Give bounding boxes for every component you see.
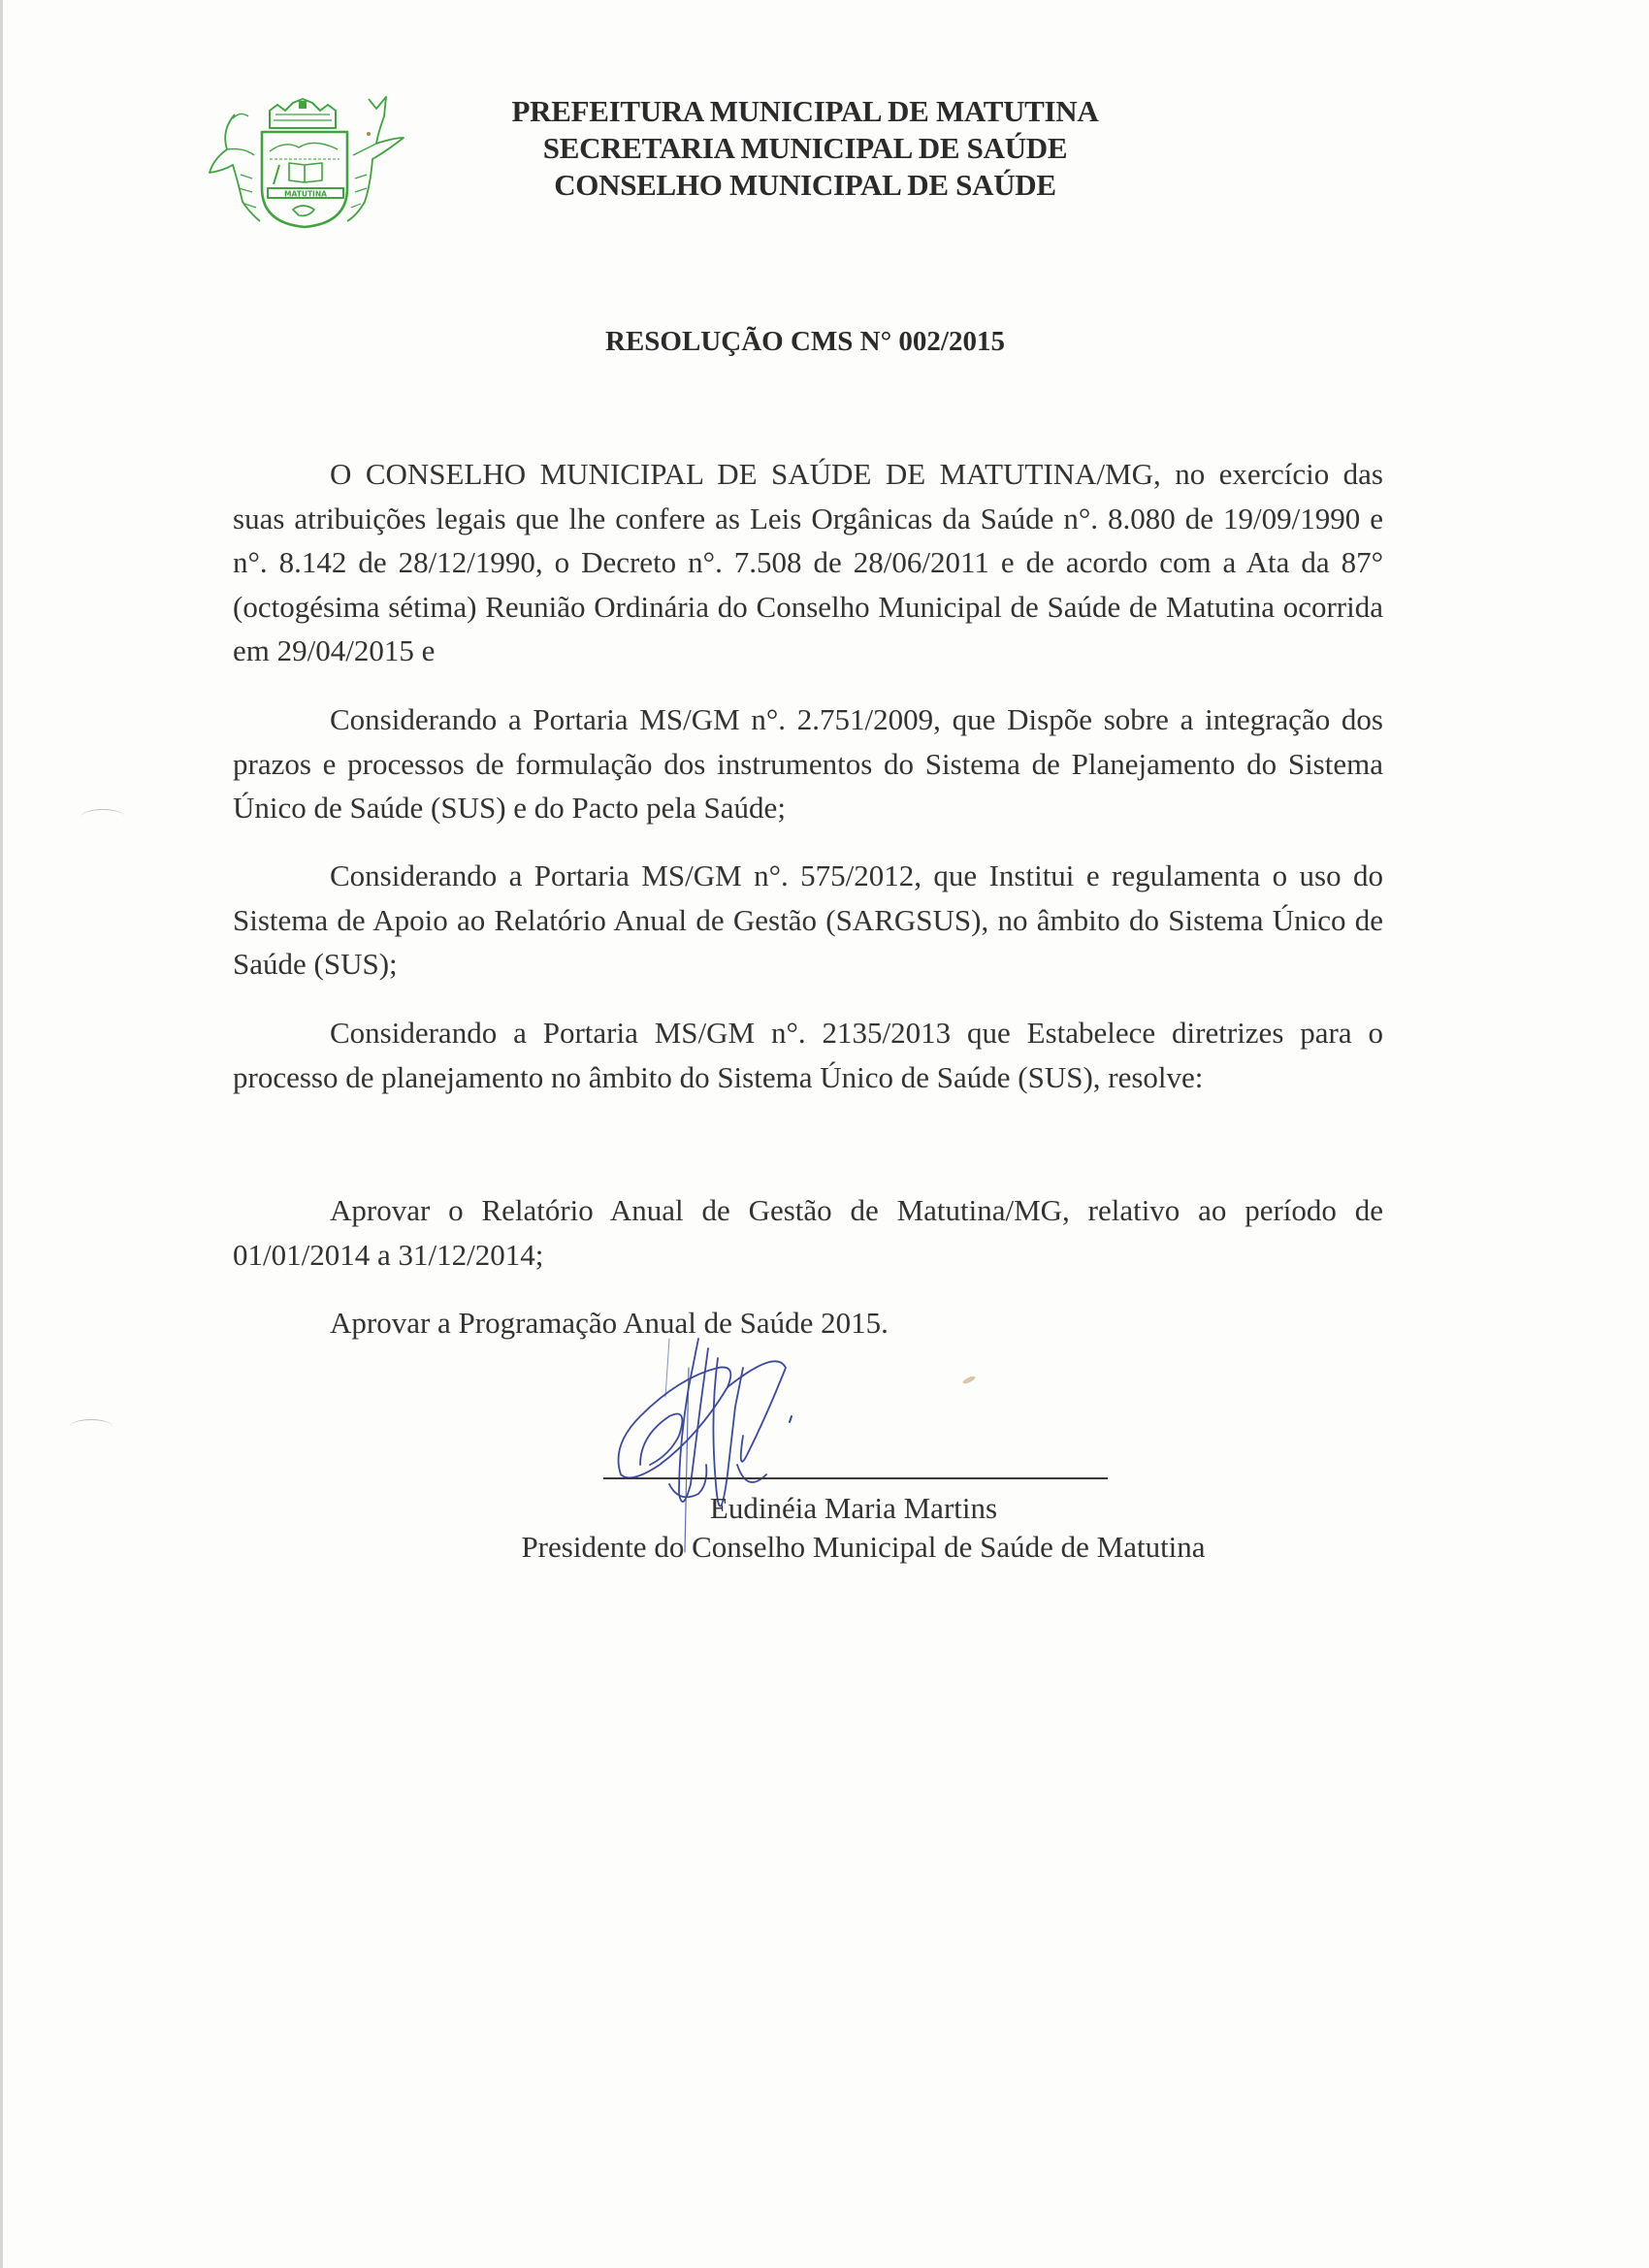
letterhead-line-secretaria: SECRETARIA MUNICIPAL DE SAÚDE bbox=[542, 131, 1068, 165]
paper-speck bbox=[962, 1375, 977, 1384]
document-letterhead bbox=[456, 93, 1154, 204]
paragraph-considering-1 bbox=[233, 697, 1383, 830]
paragraph-text: Aprovar a Programação Anual de Saúde 2015. bbox=[330, 1306, 889, 1340]
book-icon bbox=[289, 163, 322, 182]
paragraph-text: O CONSELHO MUNICIPAL DE SAÚDE DE MATUTINA/MG, no exercício das suas atribuições legais que lhe confere as Leis Orgânicas da Saúde n°. 8.080 de 19/09/1990 e n°. 8.142 de 28/12/1990, o Decreto n°. 7.508 de 28/06/2011 e de acordo com a Ata da 87° (octogésima sétima) Reunião Ordinária do Conselho Municipal de Saúde de Matutina ocorrida em 29/04/2015 e bbox=[233, 457, 1383, 667]
signature-line bbox=[603, 1477, 1108, 1479]
paragraph-text: Aprovar o Relatório Anual de Gestão de Matutina/MG, relativo ao período de 01/01/2014 a 31/12/2014; bbox=[233, 1193, 1383, 1272]
coat-of-arms-icon bbox=[206, 91, 405, 233]
paragraph-considering-2 bbox=[233, 854, 1383, 987]
paragraph-text: Considerando a Portaria MS/GM n°. 2135/2013 que Estabelece diretrizes para o processo de planejamento no âmbito do Sistema Único de Saúde (SUS), resolve: bbox=[233, 1016, 1383, 1094]
page-edge bbox=[0, 0, 3, 2268]
paragraph-preamble bbox=[233, 452, 1383, 673]
punch-hole-mark bbox=[70, 1419, 113, 1434]
paragraph-considering-3 bbox=[233, 1011, 1383, 1099]
letterhead-line-prefeitura: PREFEITURA MUNICIPAL DE MATUTINA bbox=[511, 94, 1099, 128]
crest-ribbon-text: MATUTINA bbox=[284, 189, 327, 199]
resolution-title: RESOLUÇÃO CMS N° 002/2015 bbox=[605, 326, 1005, 357]
signer-name: Eudinéia Maria Martins bbox=[709, 1491, 998, 1525]
letterhead-line-conselho: CONSELHO MUNICIPAL DE SAÚDE bbox=[554, 168, 1056, 202]
paragraph-resolution-1 bbox=[233, 1188, 1383, 1277]
paragraph-text: Considerando a Portaria MS/GM n°. 2.751/2009, que Dispõe sobre a integração dos prazos e processos de formulação dos instrumentos do Sistema de Planejamento do Sistema Único de Saúde (SUS) e do Pacto pela Saúde; bbox=[233, 702, 1383, 825]
paragraph-text: Considerando a Portaria MS/GM n°. 575/2012, que Institui e regulamenta o uso do Sistema de Apoio ao Relatório Anual de Gestão (SARGSUS), no âmbito do Sistema Único de Saúde (SUS); bbox=[233, 859, 1383, 981]
signer-role: Presidente do Conselho Municipal de Saúde de Matutina bbox=[521, 1530, 1206, 1564]
punch-hole-mark bbox=[81, 809, 124, 824]
